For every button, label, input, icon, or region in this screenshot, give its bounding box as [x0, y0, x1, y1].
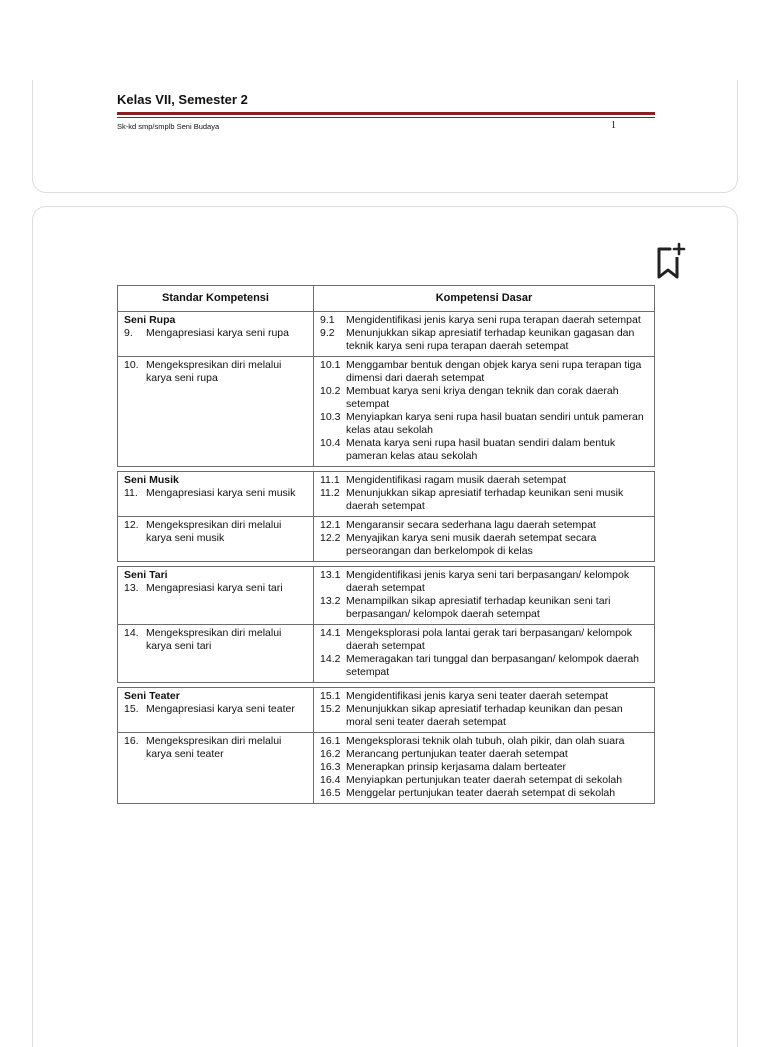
kd-item — [320, 359, 648, 385]
kd-number: 12.1 — [320, 519, 341, 531]
table-row — [118, 472, 655, 517]
bookmark-add-icon[interactable] — [653, 241, 687, 283]
kd-number: 11.2 — [320, 487, 340, 499]
kd-number: 14.2 — [320, 653, 341, 665]
kd-number: 14.1 — [320, 627, 341, 639]
document-subtitle: Sk-kd smp/smplb Seni Budaya — [117, 122, 220, 131]
kd-number: 16.4 — [320, 774, 341, 786]
kd-text: Mengeksplorasi pola lantai gerak tari berpasangan/ kelompok daerah setempat — [346, 627, 633, 652]
sk-item — [124, 735, 307, 761]
standar-kompetensi-cell — [118, 472, 314, 517]
kd-text: Menyiapkan karya seni rupa hasil buatan sendiri untuk pameran kelas atau sekolah — [346, 411, 644, 436]
kd-item — [320, 314, 648, 327]
sk-number: 16. — [124, 735, 139, 747]
sk-number: 15. — [124, 703, 139, 715]
kd-text: Mengidentifikasi jenis karya seni tari berpasangan/ kelompok daerah setempat — [346, 569, 630, 594]
standar-kompetensi-cell — [118, 733, 314, 804]
kd-item — [320, 487, 648, 513]
table-header-row — [118, 286, 655, 312]
kd-item — [320, 690, 648, 703]
table-row — [118, 357, 655, 467]
sk-text: Mengekspresikan diri melalui karya seni rupa — [146, 359, 282, 384]
kd-item — [320, 703, 648, 729]
kd-text: Mengidentifikasi jenis karya seni rupa terapan daerah setempat — [346, 314, 641, 326]
kd-number: 10.3 — [320, 411, 341, 423]
sk-item — [124, 487, 307, 500]
kompetensi-dasar-cell — [314, 567, 655, 625]
sk-text: Mengapresiasi karya seni tari — [146, 582, 283, 594]
sk-number: 12. — [124, 519, 139, 531]
kd-item — [320, 569, 648, 595]
kd-text: Mengidentifikasi jenis karya seni teater daerah setempat — [346, 690, 609, 702]
kd-item — [320, 411, 648, 437]
kd-number: 10.1 — [320, 359, 341, 371]
kd-item — [320, 327, 648, 353]
sk-item — [124, 627, 307, 653]
kd-item — [320, 787, 648, 800]
kd-number: 12.2 — [320, 532, 341, 544]
kd-item — [320, 519, 648, 532]
kd-number: 15.2 — [320, 703, 341, 715]
standar-kompetensi-cell — [118, 625, 314, 683]
table-row — [118, 567, 655, 625]
kompetensi-dasar-cell — [314, 472, 655, 517]
table-row — [118, 688, 655, 733]
standar-kompetensi-cell — [118, 517, 314, 562]
table-row — [118, 312, 655, 357]
kompetensi-dasar-cell — [314, 357, 655, 467]
kd-item — [320, 761, 648, 774]
kompetensi-dasar-cell — [314, 733, 655, 804]
kd-number: 13.2 — [320, 595, 341, 607]
competency-group-label: Seni Musik — [124, 474, 179, 486]
competency-group-label: Seni Rupa — [124, 314, 176, 326]
kd-number: 9.2 — [320, 327, 335, 339]
standar-kompetensi-cell — [118, 688, 314, 733]
page-card-current — [32, 206, 738, 1047]
kd-item — [320, 735, 648, 748]
kd-text: Menggelar pertunjukan teater daerah setempat di sekolah — [346, 787, 616, 799]
kd-text: Memeragakan tari tunggal dan berpasangan/ kelompok daerah setempat — [346, 653, 640, 678]
sk-number: 13. — [124, 582, 139, 594]
kd-number: 9.1 — [320, 314, 335, 326]
kd-number: 11.1 — [320, 474, 340, 486]
kd-item — [320, 627, 648, 653]
kompetensi-dasar-cell — [314, 688, 655, 733]
kd-text: Menyiapkan pertunjukan teater daerah setempat di sekolah — [346, 774, 623, 786]
kd-number: 13.1 — [320, 569, 341, 581]
kd-number: 10.2 — [320, 385, 341, 397]
competency-group-label: Seni Tari — [124, 569, 168, 581]
kd-text: Mengidentifikasi ragam musik daerah setempat — [346, 474, 567, 486]
kd-text: Membuat karya seni kriya dengan teknik dan corak daerah setempat — [346, 385, 619, 410]
sk-text: Mengapresiasi karya seni rupa — [146, 327, 289, 339]
kd-number: 16.2 — [320, 748, 341, 760]
kd-number: 16.1 — [320, 735, 341, 747]
sk-number: 10. — [124, 359, 139, 371]
header-rule-thin — [117, 117, 655, 118]
kd-item — [320, 595, 648, 621]
sk-item — [124, 359, 307, 385]
column-header-standar: Standar Kompetensi — [118, 286, 314, 312]
standar-kompetensi-cell — [118, 567, 314, 625]
sk-item — [124, 519, 307, 545]
kd-item — [320, 532, 648, 558]
page-heading: Kelas VII, Semester 2 — [117, 92, 248, 107]
sk-text: Mengapresiasi karya seni musik — [146, 487, 296, 499]
sk-item — [124, 327, 307, 340]
page-card-previous — [32, 80, 738, 193]
kd-text: Menyajikan karya seni musik daerah setempat secara perseorangan dan berkelompok di kelas — [346, 532, 597, 557]
kd-item — [320, 437, 648, 463]
kd-item — [320, 474, 648, 487]
kd-number: 15.1 — [320, 690, 341, 702]
kd-number: 16.5 — [320, 787, 341, 799]
table-row — [118, 733, 655, 804]
kd-item — [320, 385, 648, 411]
kd-text: Menunjukkan sikap apresiatif terhadap keunikan gagasan dan teknik karya seni rupa terapan daerah setempat — [346, 327, 635, 352]
kd-item — [320, 774, 648, 787]
kompetensi-dasar-cell — [314, 625, 655, 683]
kd-text: Mengeksplorasi teknik olah tubuh, olah pikir, dan olah suara — [346, 735, 625, 747]
competency-group-label: Seni Teater — [124, 690, 180, 702]
sk-text: Mengekspresikan diri melalui karya seni musik — [146, 519, 282, 544]
kd-text: Menerapkan prinsip kerjasama dalam berteater — [346, 761, 567, 773]
standar-kompetensi-cell — [118, 312, 314, 357]
kd-text: Merancang pertunjukan teater daerah setempat — [346, 748, 568, 760]
sk-item — [124, 582, 307, 595]
kd-item — [320, 653, 648, 679]
kd-text: Menggambar bentuk dengan objek karya seni rupa terapan tiga dimensi dari daerah setempat — [346, 359, 642, 384]
kd-text: Menata karya seni rupa hasil buatan sendiri dalam bentuk pameran kelas atau sekolah — [346, 437, 616, 462]
sk-text: Mengekspresikan diri melalui karya seni tari — [146, 627, 282, 652]
kompetensi-dasar-cell — [314, 517, 655, 562]
sk-item — [124, 703, 307, 716]
kd-text: Menampilkan sikap apresiatif terhadap keunikan seni tari berpasangan/ kelompok daerah setempat — [346, 595, 611, 620]
kd-number: 16.3 — [320, 761, 341, 773]
table-row — [118, 517, 655, 562]
standar-kompetensi-cell — [118, 357, 314, 467]
table-row — [118, 625, 655, 683]
kd-number: 10.4 — [320, 437, 341, 449]
sk-number: 11. — [124, 487, 138, 499]
column-header-dasar: Kompetensi Dasar — [314, 286, 655, 312]
sk-text: Mengekspresikan diri melalui karya seni teater — [146, 735, 282, 760]
kompetensi-dasar-cell — [314, 312, 655, 357]
header-rule — [117, 112, 655, 115]
kd-text: Menunjukkan sikap apresiatif terhadap keunikan dan pesan moral seni teater daerah setempat — [346, 703, 623, 728]
sk-number: 9. — [124, 327, 133, 339]
kd-text: Menunjukkan sikap apresiatif terhadap keunikan seni musik daerah setempat — [346, 487, 624, 512]
sk-text: Mengapresiasi karya seni teater — [146, 703, 295, 715]
sk-number: 14. — [124, 627, 139, 639]
page-number: 1 — [611, 120, 616, 131]
kd-item — [320, 748, 648, 761]
competency-table — [117, 285, 655, 804]
kd-text: Mengaransir secara sederhana lagu daerah setempat — [346, 519, 596, 531]
